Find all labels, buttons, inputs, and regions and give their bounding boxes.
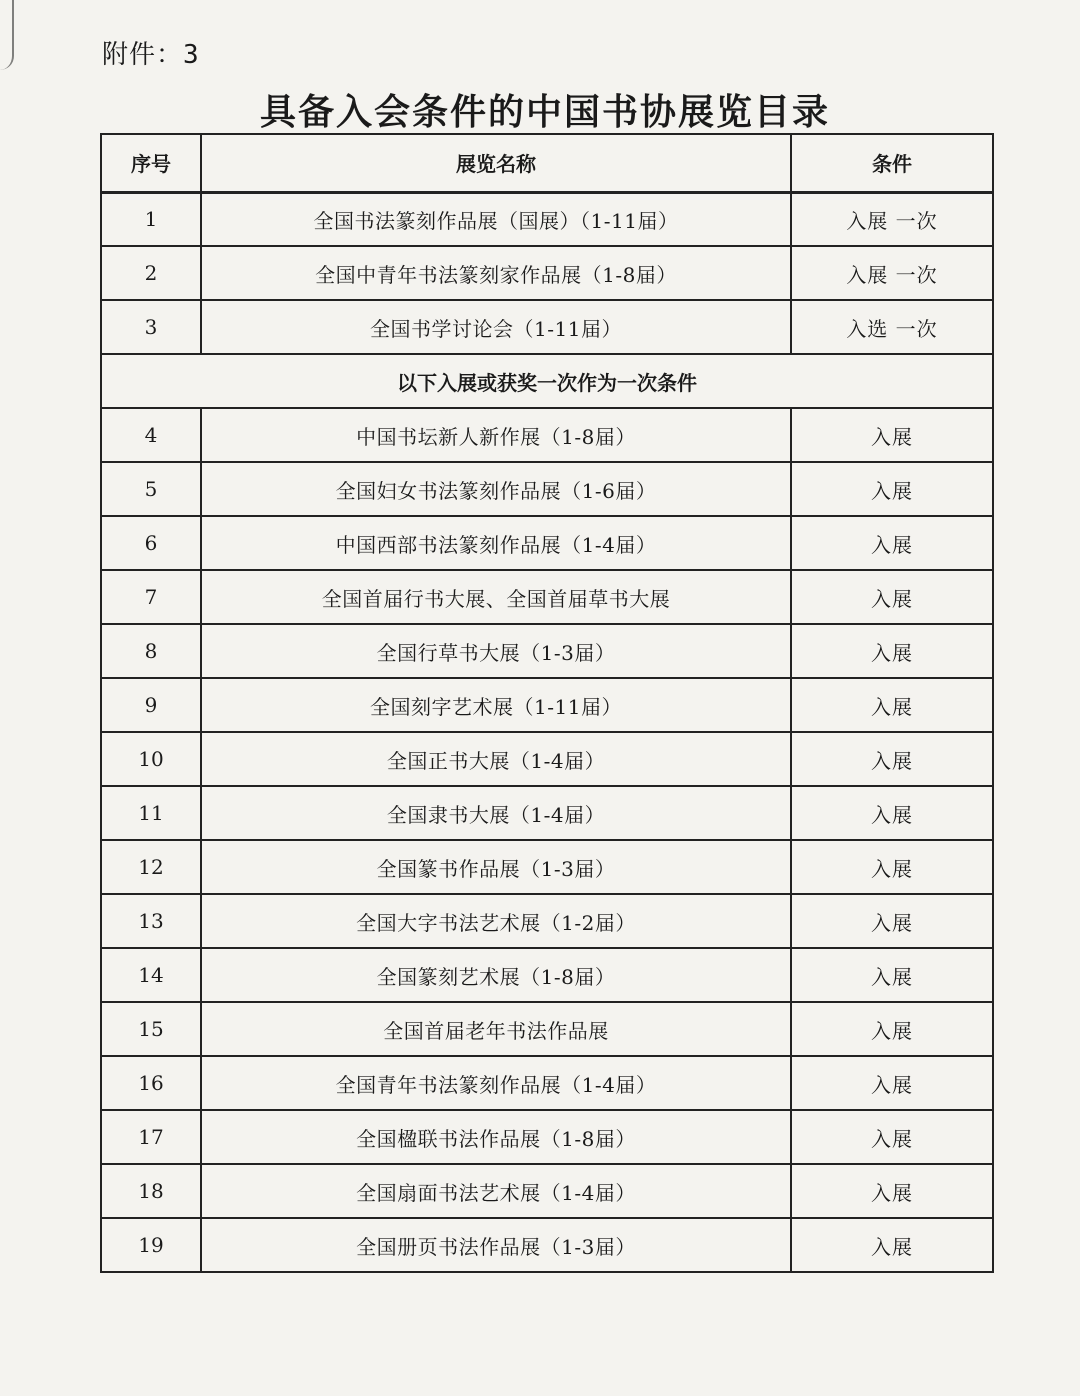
section-note-row <box>101 354 993 408</box>
row-exhibition-name: 全国篆刻艺术展（1-8届） <box>201 948 791 1002</box>
row-exhibition-name: 全国楹联书法作品展（1-8届） <box>201 1110 791 1164</box>
row-seq: 17 <box>101 1110 201 1164</box>
row-condition: 入展 一次 <box>791 192 993 246</box>
row-exhibition-name: 全国书法篆刻作品展（国展）（1-11届） <box>201 192 791 246</box>
row-seq: 1 <box>101 192 201 246</box>
row-exhibition-name: 全国扇面书法艺术展（1-4届） <box>201 1164 791 1218</box>
table-row <box>101 948 993 1002</box>
row-condition: 入展 <box>791 678 993 732</box>
table-row <box>101 786 993 840</box>
row-exhibition-name: 全国篆书作品展（1-3届） <box>201 840 791 894</box>
table-row <box>101 516 993 570</box>
row-condition: 入展 <box>791 948 993 1002</box>
row-seq: 2 <box>101 246 201 300</box>
row-exhibition-name: 中国书坛新人新作展（1-8届） <box>201 408 791 462</box>
row-seq: 15 <box>101 1002 201 1056</box>
row-condition: 入展 <box>791 570 993 624</box>
row-exhibition-name: 中国西部书法篆刻作品展（1-4届） <box>201 516 791 570</box>
table-row <box>101 300 993 354</box>
table-row <box>101 408 993 462</box>
table-row <box>101 1218 993 1272</box>
table-row <box>101 840 993 894</box>
row-seq: 5 <box>101 462 201 516</box>
row-seq: 7 <box>101 570 201 624</box>
row-seq: 10 <box>101 732 201 786</box>
row-seq: 16 <box>101 1056 201 1110</box>
row-condition: 入展 <box>791 462 993 516</box>
header-seq: 序号 <box>101 134 201 192</box>
attachment-label: 附件：3 <box>102 40 200 70</box>
row-condition: 入展 <box>791 1110 993 1164</box>
exhibition-catalog-table <box>100 133 994 1273</box>
row-seq: 6 <box>101 516 201 570</box>
row-condition: 入展 <box>791 1056 993 1110</box>
row-seq: 13 <box>101 894 201 948</box>
table-row <box>101 1164 993 1218</box>
row-condition: 入展 <box>791 1164 993 1218</box>
row-condition: 入展 <box>791 516 993 570</box>
section-note: 以下入展或获奖一次作为一次条件 <box>101 354 993 408</box>
row-seq: 11 <box>101 786 201 840</box>
row-seq: 4 <box>101 408 201 462</box>
table-row <box>101 570 993 624</box>
header-name: 展览名称 <box>201 134 791 192</box>
row-exhibition-name: 全国青年书法篆刻作品展（1-4届） <box>201 1056 791 1110</box>
header-condition: 条件 <box>791 134 993 192</box>
table-row <box>101 246 993 300</box>
table-row <box>101 624 993 678</box>
document-title: 具备入会条件的中国书协展览目录 <box>259 92 830 133</box>
row-seq: 14 <box>101 948 201 1002</box>
row-seq: 9 <box>101 678 201 732</box>
table-row <box>101 1110 993 1164</box>
row-exhibition-name: 全国中青年书法篆刻家作品展（1-8届） <box>201 246 791 300</box>
row-seq: 19 <box>101 1218 201 1272</box>
row-condition: 入展 <box>791 1218 993 1272</box>
row-condition: 入展 一次 <box>791 246 993 300</box>
row-seq: 18 <box>101 1164 201 1218</box>
page-edge-mark <box>0 0 14 70</box>
table-row <box>101 462 993 516</box>
table-row <box>101 192 993 246</box>
row-exhibition-name: 全国正书大展（1-4届） <box>201 732 791 786</box>
row-seq: 8 <box>101 624 201 678</box>
row-seq: 3 <box>101 300 201 354</box>
row-condition: 入展 <box>791 840 993 894</box>
table-header-row <box>101 134 993 192</box>
table-row <box>101 732 993 786</box>
row-condition: 入展 <box>791 408 993 462</box>
row-condition: 入展 <box>791 786 993 840</box>
table-row <box>101 1056 993 1110</box>
row-condition: 入展 <box>791 1002 993 1056</box>
table-row <box>101 1002 993 1056</box>
row-condition: 入展 <box>791 732 993 786</box>
table-row <box>101 678 993 732</box>
row-exhibition-name: 全国册页书法作品展（1-3届） <box>201 1218 791 1272</box>
row-exhibition-name: 全国书学讨论会（1-11届） <box>201 300 791 354</box>
row-condition: 入选 一次 <box>791 300 993 354</box>
table-row <box>101 894 993 948</box>
row-exhibition-name: 全国隶书大展（1-4届） <box>201 786 791 840</box>
row-seq: 12 <box>101 840 201 894</box>
row-exhibition-name: 全国大字书法艺术展（1-2届） <box>201 894 791 948</box>
row-condition: 入展 <box>791 894 993 948</box>
row-exhibition-name: 全国妇女书法篆刻作品展（1-6届） <box>201 462 791 516</box>
row-condition: 入展 <box>791 624 993 678</box>
row-exhibition-name: 全国刻字艺术展（1-11届） <box>201 678 791 732</box>
row-exhibition-name: 全国首届老年书法作品展 <box>201 1002 791 1056</box>
row-exhibition-name: 全国行草书大展（1-3届） <box>201 624 791 678</box>
table-body <box>101 192 993 1272</box>
row-exhibition-name: 全国首届行书大展、全国首届草书大展 <box>201 570 791 624</box>
